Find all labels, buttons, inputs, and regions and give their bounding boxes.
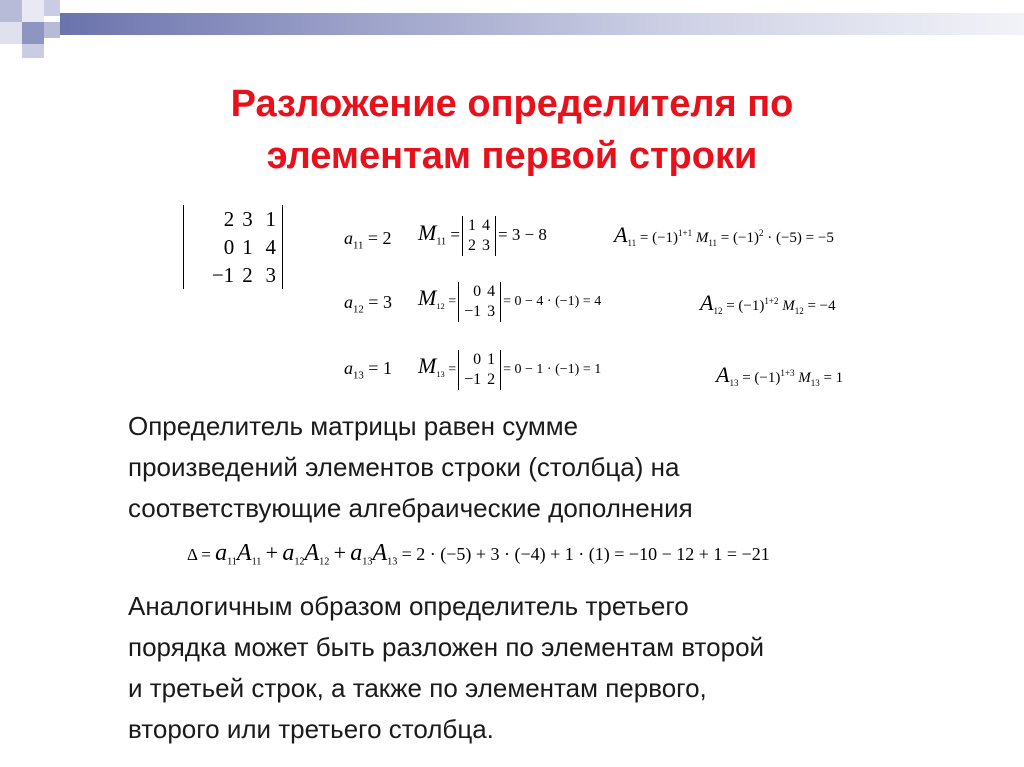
value: = 1 — [368, 358, 392, 378]
matrix-cell: 3 — [242, 206, 253, 231]
decor-square — [22, 44, 44, 58]
symbol-A: A — [304, 540, 320, 566]
header-gradient-bar — [60, 13, 1024, 35]
paragraph-line: произведений элементов строки (столбца) на — [128, 452, 680, 482]
decor-square — [0, 22, 22, 44]
decor-square — [22, 22, 44, 44]
symbol-M: M — [695, 230, 709, 246]
element-a12 — [344, 292, 392, 316]
subscript: 11 — [708, 238, 718, 248]
term: = 1 — [823, 370, 844, 386]
slide-title — [0, 78, 1024, 182]
term: · (−5) = −5 — [767, 230, 834, 246]
term: = (−1) — [720, 230, 759, 246]
term: = −4 — [807, 298, 836, 314]
paragraph-line: порядка может быть разложен по элементам второй — [128, 632, 765, 662]
symbol-M: M — [798, 370, 811, 386]
matrix-cell: 3 — [487, 303, 496, 320]
subscript: 11 — [251, 556, 262, 568]
paragraph-line: соответствующие алгебраические дополнения — [128, 493, 693, 523]
result: = 0 − 1 · (−1) = 1 — [503, 362, 602, 378]
superscript: 1+2 — [764, 296, 779, 306]
symbol-a: a — [215, 540, 228, 566]
minor-M12 — [418, 282, 601, 322]
term: = (−1) — [639, 230, 679, 246]
matrix-cell: 4 — [487, 283, 496, 300]
title-line: Разложение определителя по — [230, 83, 794, 125]
minor-matrix — [462, 216, 496, 256]
delta-formula — [187, 540, 770, 567]
decor-square — [44, 0, 60, 16]
matrix-cell: 2 — [242, 262, 253, 287]
equals: = — [448, 294, 457, 310]
minor-M13 — [418, 350, 601, 390]
symbol-M: M — [418, 285, 437, 311]
matrix-cell: 2 — [487, 371, 496, 388]
cofactor-A11 — [614, 222, 834, 248]
subscript: 12 — [294, 556, 305, 568]
matrix-cell: 1 — [242, 234, 253, 259]
term: = (−1) — [726, 298, 765, 314]
subscript: 11 — [436, 236, 447, 248]
value: = 2 — [367, 228, 392, 248]
minor-matrix — [458, 350, 501, 390]
symbol-a: a — [344, 292, 353, 312]
subscript: 11 — [353, 239, 364, 252]
subscript: 12 — [319, 556, 330, 568]
subscript: 13 — [353, 369, 364, 382]
paragraph-line: Определитель матрицы равен сумме — [128, 411, 579, 441]
subscript: 13 — [362, 556, 373, 568]
symbol-M: M — [418, 353, 437, 379]
subscript: 12 — [353, 303, 364, 316]
symbol-a: a — [344, 358, 353, 378]
paragraph-line: второго или третьего столбца. — [128, 714, 494, 744]
symbol-A: A — [236, 540, 252, 566]
term: = (−1) — [742, 370, 781, 386]
symbol-A: A — [614, 222, 628, 247]
matrix-cell: 1 — [467, 217, 476, 234]
matrix-cell: 2 — [223, 206, 235, 231]
equals: = — [448, 362, 457, 378]
cofactor-A13 — [716, 362, 843, 388]
matrix-cell: −1 — [464, 371, 482, 388]
matrix-cell: 3 — [481, 237, 490, 254]
result: = 0 − 4 · (−1) = 4 — [503, 294, 602, 310]
superscript: 1+3 — [780, 368, 795, 378]
subscript: 11 — [227, 556, 237, 568]
symbol-a: a — [344, 228, 353, 248]
matrix-cell: −1 — [464, 303, 482, 320]
paragraph-line: и третьей строк, а также по элементам первого, — [128, 673, 707, 703]
symbol-M: M — [782, 298, 795, 314]
subscript: 11 — [627, 238, 637, 248]
symbol-a: a — [350, 540, 363, 566]
element-a13 — [344, 358, 392, 382]
decor-square — [22, 0, 44, 22]
superscript: 2 — [758, 228, 764, 238]
matrix-cell: 4 — [481, 217, 490, 234]
subscript: 12 — [794, 306, 804, 316]
subscript: 12 — [713, 306, 723, 316]
matrix-cell: 0 — [473, 283, 482, 300]
matrix-cell: 1 — [487, 351, 496, 368]
symbol-A: A — [372, 540, 388, 566]
matrix-cell: 2 — [467, 237, 476, 254]
plus: + — [333, 540, 347, 565]
minor-M11 — [418, 216, 547, 256]
subscript: 13 — [729, 378, 739, 388]
subscript: 12 — [436, 302, 445, 312]
symbol-A: A — [716, 362, 730, 387]
symbol-a: a — [282, 540, 295, 566]
symbol-A: A — [700, 290, 714, 315]
decor-square — [44, 22, 60, 38]
paragraph-line: Аналогичным образом определитель третьего — [128, 591, 689, 621]
subscript: 13 — [436, 370, 445, 380]
subscript: 13 — [810, 378, 820, 388]
matrix-cell: 1 — [265, 206, 276, 231]
cofactor-A12 — [700, 290, 836, 316]
matrix-cell: 4 — [265, 234, 276, 259]
element-a11 — [344, 228, 392, 252]
symbol-M: M — [418, 219, 437, 245]
matrix-cell: −1 — [211, 262, 235, 287]
result: = 3 − 8 — [497, 224, 547, 244]
superscript: 1+1 — [678, 228, 693, 238]
title-line: элементам первой строки — [266, 135, 758, 177]
matrix-cell: 0 — [473, 351, 482, 368]
matrix-cell: 0 — [223, 234, 235, 259]
equals: = — [450, 224, 460, 244]
rule-paragraph — [128, 406, 693, 529]
decor-square — [0, 0, 22, 22]
plus: + — [265, 540, 279, 565]
determinant-matrix — [183, 205, 283, 289]
note-paragraph — [128, 586, 764, 750]
minor-matrix — [458, 282, 501, 322]
formula-rhs: = 2 · (−5) + 3 · (−4) + 1 · (1) = −10 − 12 + 1 = −21 — [401, 544, 770, 564]
matrix-cell: 3 — [265, 262, 276, 287]
value: = 3 — [368, 292, 392, 312]
subscript: 13 — [387, 556, 398, 568]
delta-symbol: Δ = — [187, 545, 211, 564]
